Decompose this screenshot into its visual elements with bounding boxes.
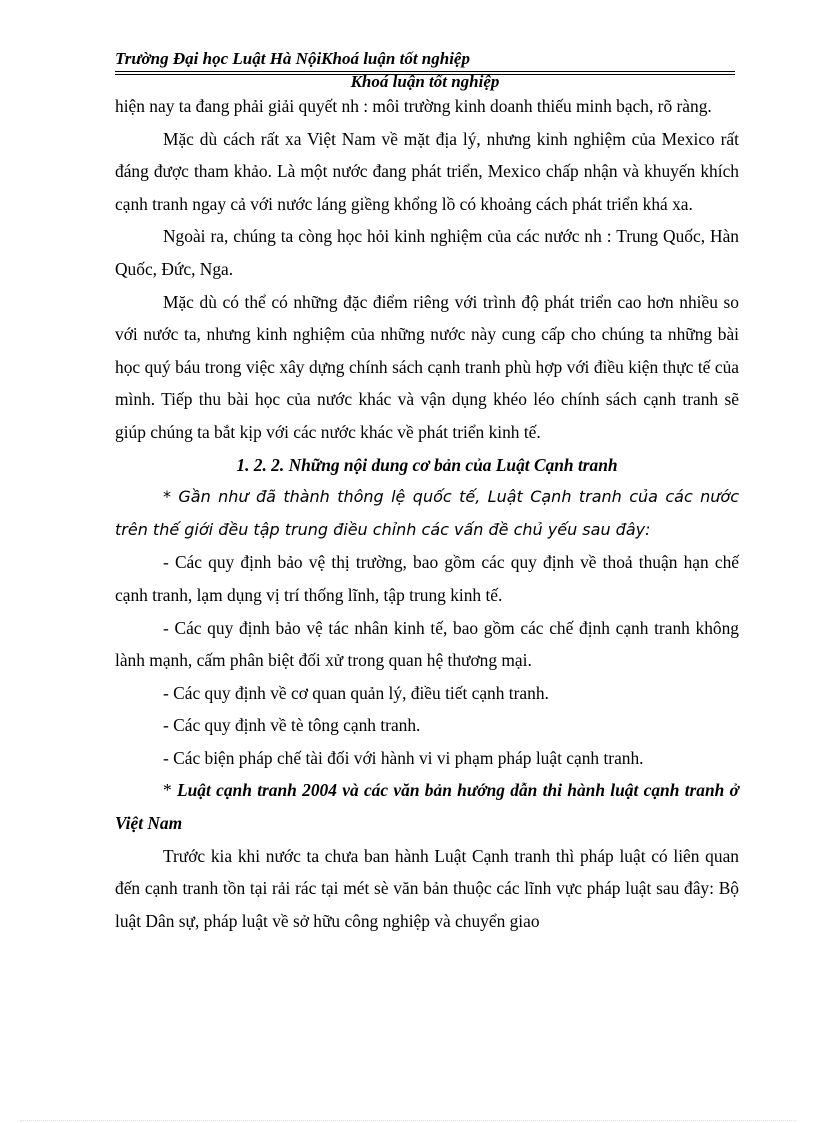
document-body: [115, 90, 739, 937]
header-title: Trường Đại học Luật Hà NộiKhoá luận tốt nghiệp: [115, 49, 470, 68]
paragraph-intro: * Gần như đã thành thông lệ quốc tế, Luật Cạnh tranh của các nước trên thế giới đều tập trung điều chỉnh các vấn đề chủ yếu sau đây:: [115, 487, 739, 539]
list-item: - Các quy định bảo vệ tác nhân kinh tế, bao gồm các chế định cạnh tranh không lành mạnh, cấm phân biệt đối xử trong quan hệ thương mại.: [115, 617, 739, 671]
list-item: - Các biện pháp chế tài đối với hành vi vi phạm pháp luật cạnh tranh.: [163, 747, 644, 768]
header-subtitle: Khoá luận tốt nghiệp: [350, 72, 500, 91]
paragraph-other-countries: Ngoài ra, chúng ta còng học hỏi kinh nghiệm của các nước nh : Trung Quốc, Hàn Quốc, Đức, Nga.: [115, 226, 739, 279]
list-item: - Các quy định bảo vệ thị trường, bao gồm các quy định về thoả thuận hạn chế cạnh tranh, lạm dụng vị trí thống lĩnh, tập trung kinh tế.: [115, 552, 739, 605]
subsection-star: *: [163, 780, 172, 801]
page-header: [115, 49, 735, 94]
paragraph-history: Trước kia khi nước ta chưa ban hành Luật Cạnh tranh thì pháp luật có liên quan đến cạnh tranh tồn tại rải rác tại mét sè văn bản thuộc các lĩnh vực pháp luật sau đây: Bộ luật Dân sự, pháp luật về sở hữu công nghiệp và chuyển giao: [115, 845, 739, 931]
list-item: - Các quy định về cơ quan quản lý, điều tiết cạnh tranh.: [163, 682, 549, 703]
page-bottom-rule: [20, 1120, 796, 1121]
paragraph-continuation: hiện nay ta đang phải giải quyết nh : môi trường kinh doanh thiếu minh bạch, rõ ràng.: [115, 96, 712, 116]
list-item: - Các quy định về tè tông cạnh tranh.: [163, 715, 421, 736]
section-heading: 1. 2. 2. Những nội dung cơ bản của Luật Cạnh tranh: [236, 454, 618, 475]
subsection-heading: [115, 774, 739, 839]
paragraph-mexico: Mặc dù cách rất xa Việt Nam về mặt địa lý, nhưng kinh nghiệm của Mexico rất đáng được tham khảo. Là một nước đang phát triển, Mexico chấp nhận và khuyến khích cạnh tranh ngay cả với nước láng giềng khổng lồ có khoảng cách phát triển khá xa.: [115, 128, 739, 214]
subsection-title: Luật cạnh tranh 2004 và các văn bản hướng dẫn thi hành luật cạnh tranh ở Việt Nam: [115, 780, 739, 834]
paragraph-lessons: Mặc dù có thể có những đặc điểm riêng với trình độ phát triển cao hơn nhiều so với nước ta, nhưng kinh nghiệm của những nước này cung cấp cho chúng ta những bài học quý báu trong việc xây dựng chính sách cạnh tranh phù hợp với điều kiện thực tế của mình. Tiếp thu bài học của nước khác và vận dụng khéo léo chính sách cạnh tranh sẽ giúp chúng ta bắt kịp với các nước khác về phát triển kinh tế.: [115, 291, 739, 442]
